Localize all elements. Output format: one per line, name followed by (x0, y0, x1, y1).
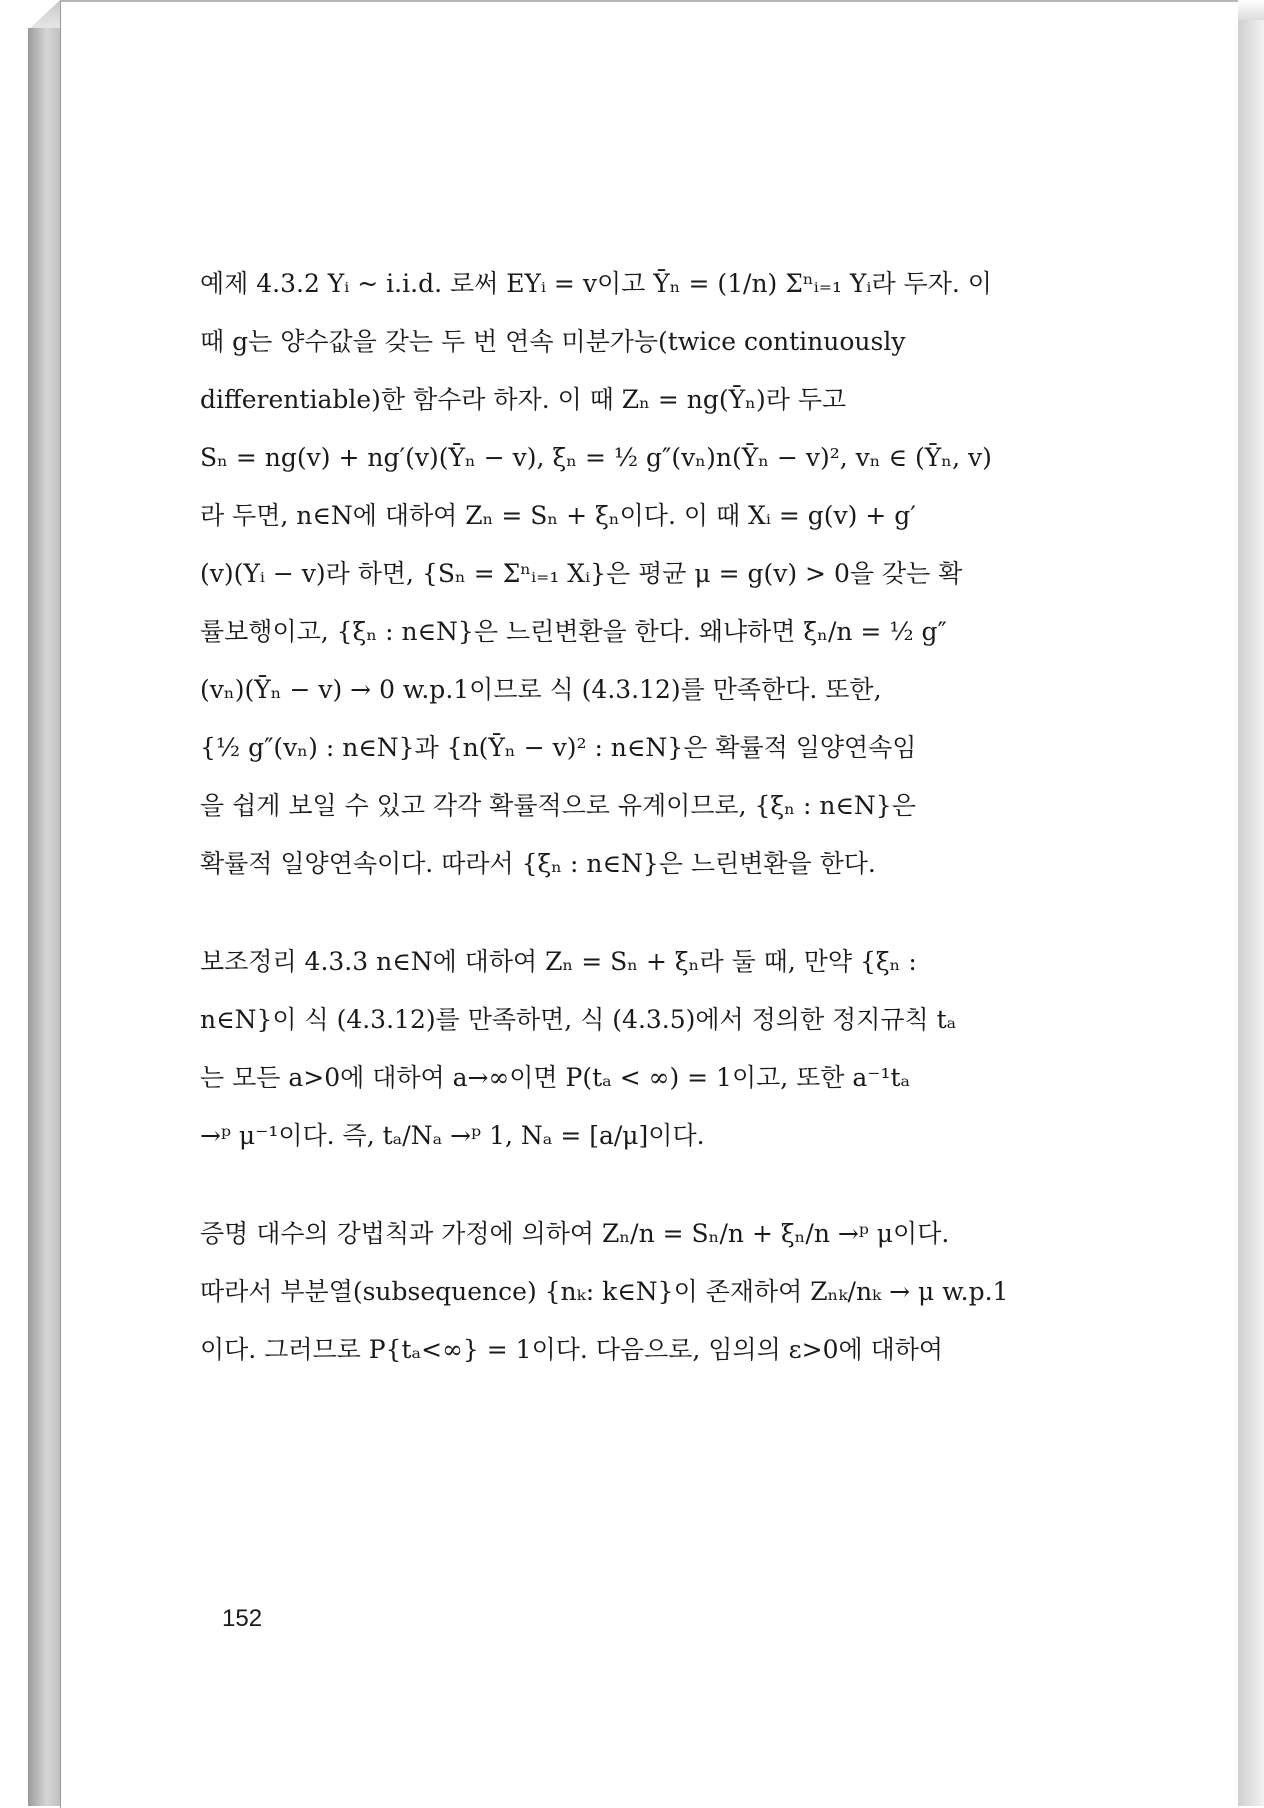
lemma-line: →ᵖ μ⁻¹이다. 즉, tₐ/Nₐ →ᵖ 1, Nₐ = [a/μ]이다. (200, 1121, 705, 1150)
proof-line: 증명 대수의 강법칙과 가정에 의하여 Zₙ/n = Sₙ/n + ξₙ/n →ᵖ μ이다. (200, 1219, 950, 1248)
example-line: 라 두면, n∈N에 대하여 Zₙ = Sₙ + ξₙ이다. 이 때 Xᵢ = g(v) + g′ (200, 501, 916, 530)
lemma-line: 는 모든 a>0에 대하여 a→∞이면 P(tₐ < ∞) = 1이고, 또한 a⁻¹tₐ (200, 1063, 911, 1092)
example-line: 률보행이고, {ξₙ : n∈N}은 느린변환을 한다. 왜냐하면 ξₙ/n = ½ g″ (200, 617, 947, 646)
proof-line: 따라서 부분열(subsequence) {nₖ: k∈N}이 존재하여 Zₙₖ/nₖ → μ w.p.1 (200, 1277, 1009, 1306)
page-edge (1238, 20, 1264, 1806)
page-body (200, 255, 1105, 1379)
lemma-4-3-3 (200, 933, 1105, 1165)
example-line: 확률적 일양연속이다. 따라서 {ξₙ : n∈N}은 느린변환을 한다. (200, 849, 876, 878)
proof-line: 이다. 그러므로 P{tₐ<∞} = 1이다. 다음으로, 임의의 ε>0에 대하여 (200, 1335, 944, 1364)
proof (200, 1205, 1105, 1379)
example-line: differentiable)한 함수라 하자. 이 때 Zₙ = ng(Ȳₙ)라 두고 (200, 385, 847, 414)
example-4-3-2 (200, 255, 1105, 893)
example-line: 때 g는 양수값을 갖는 두 번 연속 미분가능(twice continuously (200, 327, 906, 356)
example-line: {½ g″(vₙ) : n∈N}과 {n(Ȳₙ − v)² : n∈N}은 확률적 일양연속임 (200, 733, 917, 762)
lemma-line: 보조정리 4.3.3 n∈N에 대하여 Zₙ = Sₙ + ξₙ라 둘 때, 만약 {ξₙ : (200, 947, 917, 976)
example-line: (v)(Yᵢ − v)라 하면, {Sₙ = Σⁿᵢ₌₁ Xᵢ}은 평균 μ = g(v) > 0을 갖는 확 (200, 559, 963, 588)
example-line: 을 쉽게 보일 수 있고 각각 확률적으로 유계이므로, {ξₙ : n∈N}은 (200, 791, 916, 820)
book-spine (28, 28, 62, 1806)
example-line: 예제 4.3.2 Yᵢ ~ i.i.d. 로써 EYᵢ = v이고 Ȳₙ = (1/n) Σⁿᵢ₌₁ Yᵢ라 두자. 이 (200, 269, 992, 298)
lemma-line: n∈N}이 식 (4.3.12)를 만족하면, 식 (4.3.5)에서 정의한 정지규칙 tₐ (200, 1005, 957, 1034)
page-number: 152 (222, 1605, 263, 1632)
example-line: (vₙ)(Ȳₙ − v) → 0 w.p.1이므로 식 (4.3.12)를 만족한다. 또한, (200, 675, 882, 704)
page-edge-top (1238, 0, 1264, 22)
example-line: Sₙ = ng(v) + ng′(v)(Ȳₙ − v), ξₙ = ½ g″(vₙ)n(Ȳₙ − v)², vₙ ∈ (Ȳₙ, v) (200, 443, 992, 472)
